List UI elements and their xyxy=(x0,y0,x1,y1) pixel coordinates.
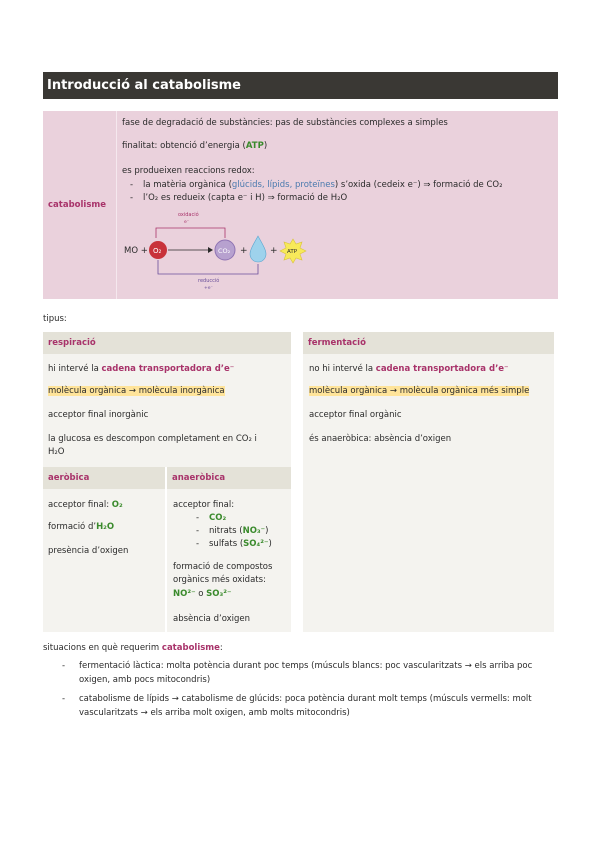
redox-diagram xyxy=(122,206,312,294)
plus-sign-1: + xyxy=(240,246,248,256)
page-title: Introducció al catabolisme xyxy=(43,72,558,99)
oxidation-label: oxidació xyxy=(178,212,199,218)
catabolisme-label: catabolisme xyxy=(48,200,107,210)
reduction-arrow xyxy=(158,260,258,274)
situation-item-1: - fermentació làctica: molta potència durant poc temps (músculs blancs: poc vascularitzats → els arriba poc oxigen, amb pocs mitocondris) xyxy=(79,659,559,687)
column-divider xyxy=(165,467,167,632)
fermentacio-header: fermentació xyxy=(303,332,554,354)
fermentacio-row-1: no hi intervé la cadena transportadora d’e⁻ xyxy=(309,364,509,374)
plus-sign-2: + xyxy=(270,246,278,256)
respiracio-row-4b: H₂O xyxy=(48,447,65,457)
aerobica-header: aeròbica xyxy=(43,467,165,489)
anaerobica-sulfats: - sulfats (SO₄²⁻) xyxy=(209,539,272,549)
water-drop-icon xyxy=(250,236,266,262)
aerobica-row-3: presència d’oxigen xyxy=(48,546,129,556)
anaerobica-row-1: acceptor final: xyxy=(173,500,235,510)
co2-label: CO₂ xyxy=(218,247,231,255)
reduction-electron: +e⁻ xyxy=(204,286,213,291)
anaerobica-nitrats: - nitrats (NO₃⁻) xyxy=(209,526,268,536)
reduction-label: reducció xyxy=(198,278,220,284)
aerobica-row-2: formació d’H₂O xyxy=(48,522,115,532)
respiracio-row-4: la glucosa es descompon completament en CO₂ i xyxy=(48,434,257,444)
aerobica-row-1: acceptor final: O₂ xyxy=(48,500,123,510)
divider xyxy=(116,111,117,299)
types-heading: tipus: xyxy=(43,314,67,324)
reaction-arrowhead xyxy=(208,247,213,253)
reduction-bullet: - l’O₂ es redueix (capta e⁻ i H) ⇒ formació de H₂O xyxy=(143,193,347,203)
situations-intro: situacions en què requerim catabolisme: xyxy=(43,643,223,653)
anaerobica-row-7: NO²⁻ o SO₃²⁻ xyxy=(173,589,232,599)
respiracio-header: respiració xyxy=(43,332,291,354)
fermentacio-row-4: és anaeròbica: absència d’oxigen xyxy=(309,434,452,444)
respiracio-row-1: hi intervé la cadena transportadora d’e⁻ xyxy=(48,364,235,374)
anaerobica-row-8: absència d’oxigen xyxy=(173,614,251,624)
anaerobica-co2: - CO₂ xyxy=(209,513,226,523)
fermentacio-table xyxy=(303,332,554,632)
respiracio-row-3: acceptor final inorgànic xyxy=(48,410,149,420)
fermentacio-row-2: molècula orgànica → molècula orgànica més simple xyxy=(309,386,530,396)
oxidation-electron: e⁻ xyxy=(184,220,190,225)
oxidation-arrow xyxy=(156,228,225,238)
situation-item-2: - catabolisme de lípids → catabolisme de glúcids: poca potència durant molt temps (músculs vermells: molt vascularitzats → els arriba molt oxigen, amb molts mitocondris) xyxy=(79,692,559,720)
respiracio-row-2: molècula orgànica → molècula inorgànica xyxy=(48,386,225,396)
definition-text: fase de degradació de substàncies: pas de substàncies complexes a simples xyxy=(122,118,448,128)
purpose-text: finalitat: obtenció d’energia (ATP) xyxy=(122,141,268,151)
oxidation-bullet: - la matèria orgànica (glúcids, lípids, proteïnes) s’oxida (cedeix e⁻) ⇒ formació de CO₂ xyxy=(143,180,503,190)
o2-label: O₂ xyxy=(153,247,162,255)
fermentacio-row-3: acceptor final orgànic xyxy=(309,410,402,420)
anaerobica-header: anaeròbica xyxy=(167,467,291,489)
redox-text: es produeixen reaccions redox: xyxy=(122,166,255,176)
mo-label: MO + xyxy=(124,246,148,256)
atp-label: ATP xyxy=(287,249,298,255)
anaerobica-row-5: formació de compostos xyxy=(173,562,273,572)
anaerobica-row-6: orgànics més oxidats: xyxy=(173,575,266,585)
